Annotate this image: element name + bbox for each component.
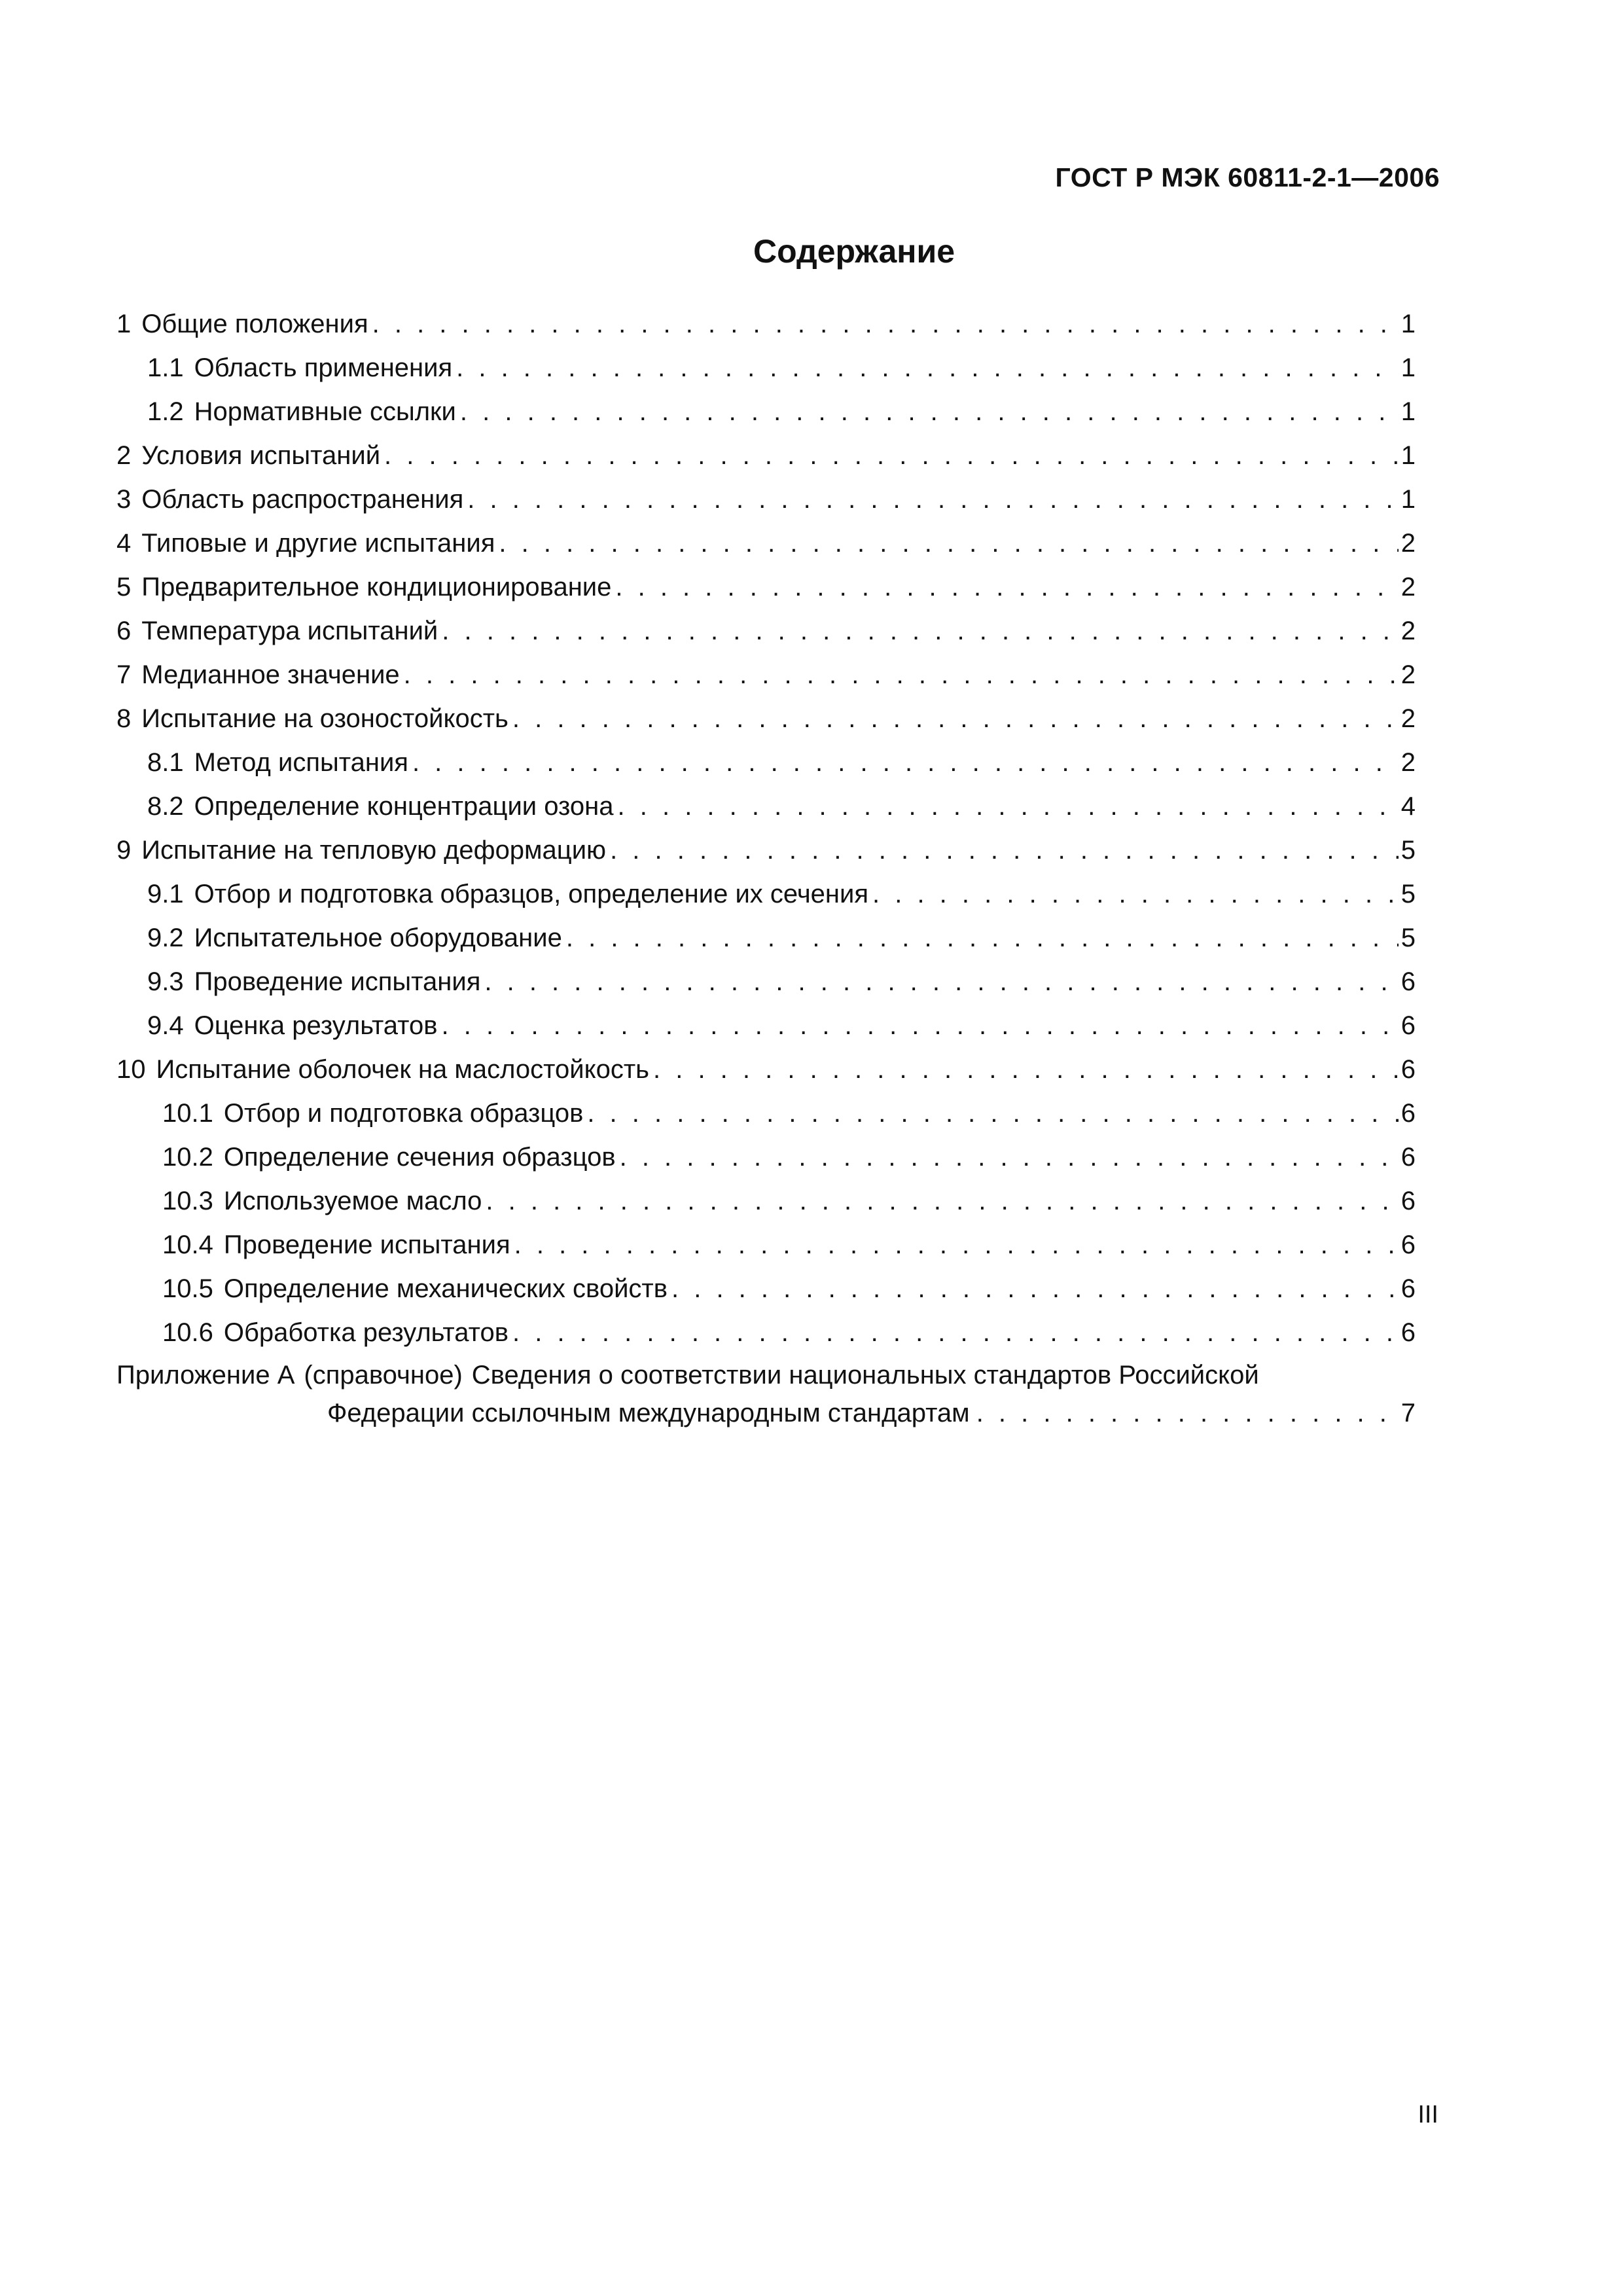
toc-entry-title: Определение сечения образцов [223, 1143, 616, 1172]
table-of-contents [116, 302, 1416, 1432]
toc-entry[interactable] [116, 872, 1416, 916]
toc-entry-page: 1 [1400, 441, 1416, 470]
toc-entry[interactable] [116, 1311, 1416, 1355]
toc-entry-number: 8 [116, 704, 132, 733]
toc-entry-number: 5 [116, 573, 132, 601]
toc-entry-number: 8.1 [147, 748, 184, 777]
dot-leader [587, 1092, 1398, 1136]
page-number: III [1418, 2101, 1438, 2128]
document-code: ГОСТ Р МЭК 60811-2-1—2006 [1055, 162, 1440, 192]
toc-entry-title: Медианное значение [141, 660, 400, 689]
toc-entry-title: Проведение испытания [223, 1230, 510, 1259]
toc-entry-number: 9.4 [147, 1011, 184, 1040]
dot-leader [486, 1179, 1398, 1223]
toc-entry-page: 6 [1400, 1143, 1416, 1172]
annex-label: Приложение А [116, 1361, 295, 1390]
dot-leader [671, 1267, 1399, 1311]
toc-entry[interactable] [116, 565, 1416, 609]
toc-entry-page: 5 [1400, 836, 1416, 865]
toc-entry-title: Отбор и подготовка образцов, определение их сечения [194, 880, 868, 908]
toc-entry-page: 6 [1400, 1274, 1416, 1303]
toc-entry-page: 1 [1400, 353, 1416, 382]
toc-entry-page: 2 [1400, 529, 1416, 558]
toc-entry-number: 2 [116, 441, 132, 470]
toc-entry-page: 6 [1400, 1187, 1416, 1215]
toc-entry-number: 10.2 [162, 1143, 213, 1172]
toc-entry-title: Общие положения [141, 310, 368, 338]
toc-entry-page: 6 [1400, 1318, 1416, 1347]
toc-entry-title: Испытание на тепловую деформацию [141, 836, 607, 865]
annex-page: 7 [1400, 1399, 1416, 1427]
toc-entry-number: 4 [116, 529, 132, 558]
toc-entry[interactable] [116, 916, 1416, 960]
toc-entry-title: Оценка результатов [194, 1011, 438, 1040]
toc-entry[interactable] [116, 478, 1416, 522]
toc-entry-title: Проведение испытания [194, 967, 481, 996]
toc-entry-page: 6 [1400, 1055, 1416, 1084]
dot-leader [404, 653, 1399, 697]
dot-leader [653, 1048, 1399, 1092]
dot-leader [976, 1394, 1399, 1432]
toc-entry[interactable] [116, 1223, 1416, 1267]
toc-entry-page: 2 [1400, 748, 1416, 777]
toc-entry-page: 6 [1400, 1099, 1416, 1128]
annex-type: (справочное) [304, 1361, 463, 1390]
dot-leader [872, 872, 1399, 916]
toc-entry-title: Нормативные ссылки [194, 397, 456, 426]
dot-leader [615, 565, 1398, 609]
dot-leader [512, 697, 1399, 741]
dot-leader [460, 390, 1399, 434]
toc-entry-number: 9 [116, 836, 132, 865]
toc-entry-title: Область применения [194, 353, 453, 382]
dot-leader [412, 741, 1399, 785]
toc-entry-title: Используемое масло [223, 1187, 482, 1215]
toc-entry-title: Испытание оболочек на маслостойкость [156, 1055, 649, 1084]
toc-entry-number: 3 [116, 485, 132, 514]
toc-entry-page: 1 [1400, 397, 1416, 426]
dot-leader [610, 829, 1399, 872]
toc-entry-number: 1.2 [147, 397, 184, 426]
toc-entry-number: 10.5 [162, 1274, 213, 1303]
toc-entry[interactable] [116, 653, 1416, 697]
toc-entry-number: 9.1 [147, 880, 184, 908]
toc-entry[interactable] [116, 741, 1416, 785]
dot-leader [512, 1311, 1399, 1355]
toc-entry-title: Определение концентрации озона [194, 792, 614, 821]
toc-entry-title: Предварительное кондиционирование [141, 573, 612, 601]
toc-entry-page: 4 [1400, 792, 1416, 821]
toc-entry-number: 1 [116, 310, 132, 338]
toc-entry-title: Условия испытаний [141, 441, 381, 470]
toc-entry[interactable] [116, 1267, 1416, 1311]
toc-entry-number: 1.1 [147, 353, 184, 382]
toc-entry-number: 10.6 [162, 1318, 213, 1347]
toc-entry-number: 7 [116, 660, 132, 689]
toc-entry[interactable] [116, 697, 1416, 741]
toc-entry-page: 5 [1400, 924, 1416, 952]
dot-leader [499, 522, 1398, 565]
dot-leader [618, 785, 1399, 829]
toc-entry-title: Типовые и другие испытания [141, 529, 495, 558]
toc-entry-number: 10.3 [162, 1187, 213, 1215]
toc-entry-page: 1 [1400, 485, 1416, 514]
toc-entry-number: 10.1 [162, 1099, 213, 1128]
toc-entry-number: 9.3 [147, 967, 184, 996]
toc-entry[interactable] [116, 346, 1416, 390]
dot-leader [384, 434, 1399, 478]
dot-leader [442, 609, 1398, 653]
toc-entry-number: 10 [116, 1055, 146, 1084]
toc-entry-number: 9.2 [147, 924, 184, 952]
toc-entry[interactable] [116, 1004, 1416, 1048]
toc-entry-page: 6 [1400, 1230, 1416, 1259]
toc-entry[interactable] [116, 434, 1416, 478]
toc-entry[interactable] [116, 1048, 1416, 1092]
toc-entry-title: Метод испытания [194, 748, 408, 777]
toc-entry[interactable] [116, 785, 1416, 829]
toc-entry-page: 2 [1400, 617, 1416, 645]
dot-leader [514, 1223, 1399, 1267]
toc-entry-page: 6 [1400, 1011, 1416, 1040]
dot-leader [467, 478, 1399, 522]
toc-entry-page: 5 [1400, 880, 1416, 908]
toc-entry-page: 1 [1400, 310, 1416, 338]
toc-entry-page: 2 [1400, 660, 1416, 689]
toc-entry-number: 10.4 [162, 1230, 213, 1259]
dot-leader [372, 302, 1399, 346]
dot-leader [566, 916, 1399, 960]
toc-entry[interactable] [116, 609, 1416, 653]
annex-title-line2: Федерации ссылочным международным стандартам [327, 1399, 970, 1427]
toc-entry-number: 6 [116, 617, 132, 645]
toc-entry[interactable] [116, 960, 1416, 1004]
annex-title-line1: Сведения о соответствии национальных стандартов Российской [471, 1361, 1259, 1390]
dot-leader [484, 960, 1398, 1004]
toc-entry-page: 2 [1400, 573, 1416, 601]
toc-entry[interactable] [116, 1179, 1416, 1223]
toc-entry-title: Температура испытаний [141, 617, 438, 645]
toc-entry-number: 8.2 [147, 792, 184, 821]
dot-leader [442, 1004, 1399, 1048]
toc-entry[interactable] [116, 1136, 1416, 1179]
toc-entry-title: Обработка результатов [223, 1318, 508, 1347]
toc-entry-page: 2 [1400, 704, 1416, 733]
toc-entry-page: 6 [1400, 967, 1416, 996]
toc-entry-title: Испытательное оборудование [194, 924, 562, 952]
toc-annex-entry[interactable] [116, 1356, 1416, 1432]
toc-entry-title: Испытание на озоностойкость [141, 704, 508, 733]
dot-leader [456, 346, 1399, 390]
toc-entry[interactable] [116, 829, 1416, 872]
toc-entry-title: Определение механических свойств [223, 1274, 668, 1303]
toc-entry[interactable] [116, 522, 1416, 565]
toc-entry[interactable] [116, 1092, 1416, 1136]
toc-title: Содержание [753, 233, 955, 270]
toc-entry-title: Отбор и подготовка образцов [223, 1099, 584, 1128]
toc-entry-title: Область распространения [141, 485, 464, 514]
dot-leader [620, 1136, 1399, 1179]
toc-entry[interactable] [116, 390, 1416, 434]
toc-entry[interactable] [116, 302, 1416, 346]
